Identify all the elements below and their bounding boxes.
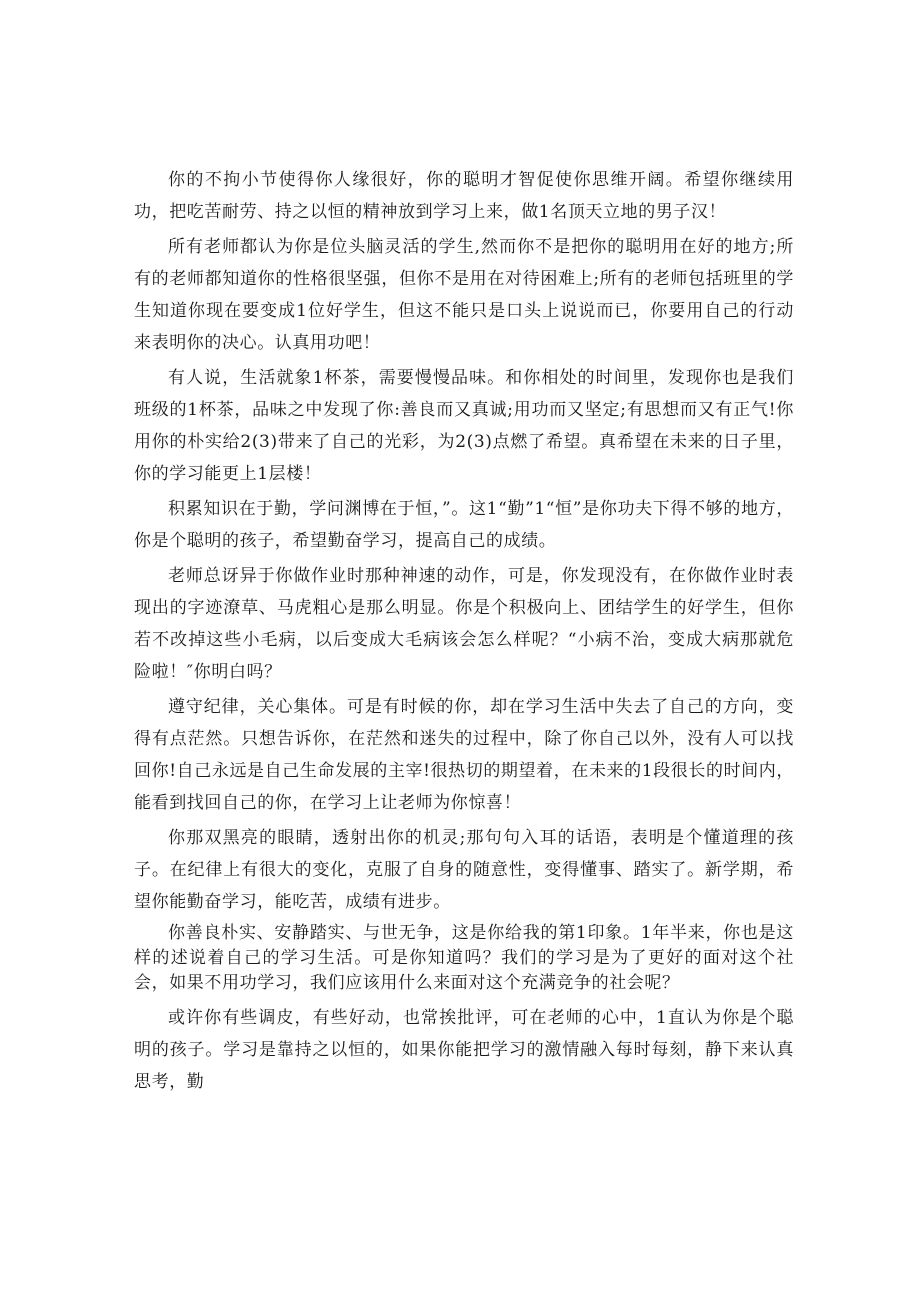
document-body <box>134 164 794 1098</box>
paragraph-4: 积累知识在于勤，学问渊博在于恒，”。这1“勤”1“恒”是你功夫下得不够的地方，你是个聪明的孩子，希望勤奋学习，提高自己的成绩。 <box>134 499 794 551</box>
paragraph-5: 老师总讶异于你做作业时那种神速的动作，可是，你发现没有，在你做作业时表现出的字迹潦草、马虎粗心是那么明显。你是个积极向上、团结学生的好学生，但你若不改掉这些小毛病，以后变成大毛病该会怎么样呢？“小病不治，变成大病那就危险啦！″你明白吗？ <box>134 566 794 682</box>
paragraph-3: 有人说，生活就象1杯茶，需要慢慢品味。和你相处的时间里，发现你也是我们班级的1杯茶，品味之中发现了你:善良而又真诚;用功而又坚定;有思想而又有正气!你用你的朴实给2(3)带来了自己的光彩，为2(3)点燃了希望。真希望在未来的日子里，你的学习能更上1层楼！ <box>134 368 794 484</box>
paragraph-9: 或许你有些调皮，有些好动，也常挨批评，可在老师的心中，1直认为你是个聪明的孩子。学习是靠持之以恒的，如果你能把学习的激情融入每时每刻，静下来认真思考，勤 <box>134 1008 794 1092</box>
paragraph-1: 你的不拘小节使得你人缘很好，你的聪明才智促使你思维开阔。希望你继续用功，把吃苦耐劳、持之以恒的精神放到学习上来，做1名顶天立地的男子汉！ <box>134 170 794 222</box>
paragraph-2: 所有老师都认为你是位头脑灵活的学生,然而你不是把你的聪明用在好的地方;所有的老师都知道你的性格很坚强，但你不是用在对待困难上;所有的老师包括班里的学生知道你现在要变成1位好学生，但这不能只是口头上说说而已，你要用自己的行动来表明你的决心。认真用功吧！ <box>134 237 794 353</box>
paragraph-8: 你善良朴实、安静踏实、与世无争，这是你给我的第1印象。1年半来，你也是这样的述说着自己的学习生活。可是你知道吗？我们的学习是为了更好的面对这个社会，如果不用功学习，我们应该用什么来面对这个充满竞争的社会呢？ <box>134 923 794 993</box>
paragraph-6: 遵守纪律，关心集体。可是有时候的你，却在学习生活中失去了自己的方向，变得有点茫然。只想告诉你，在茫然和迷失的过程中，除了你自己以外，没有人可以找回你!自己永远是自己生命发展的主宰!很热切的期望着，在未来的1段很长的时间内，能看到找回自己的你，在学习上让老师为你惊喜！ <box>134 697 794 813</box>
paragraph-7: 你那双黑亮的眼睛，透射出你的机灵;那句句入耳的话语，表明是个懂道理的孩子。在纪律上有很大的变化，克服了自身的随意性，变得懂事、踏实了。新学期，希望你能勤奋学习，能吃苦，成绩有进步。 <box>134 828 794 912</box>
